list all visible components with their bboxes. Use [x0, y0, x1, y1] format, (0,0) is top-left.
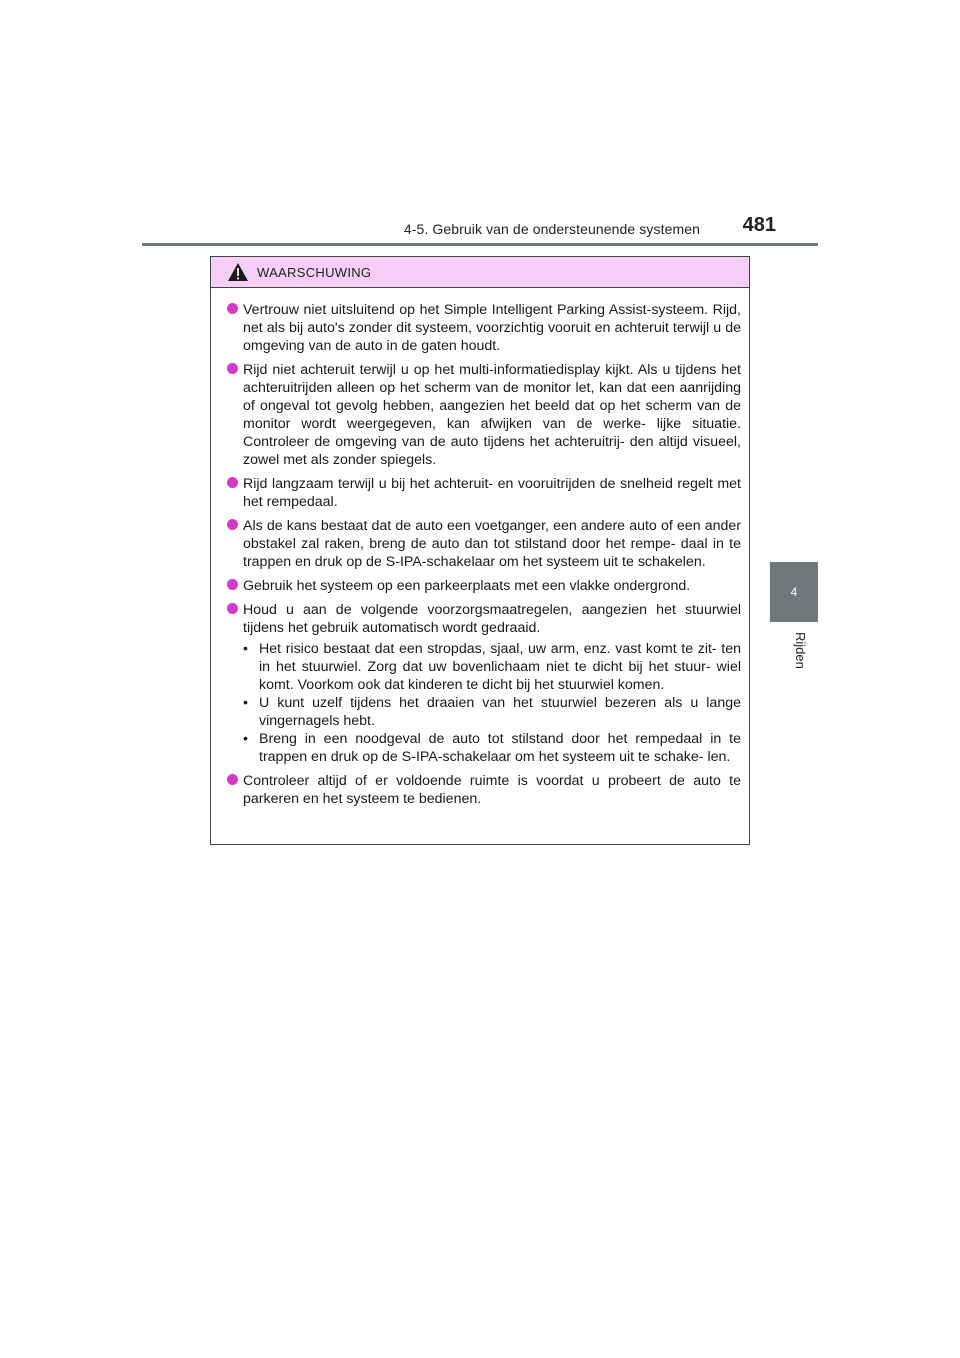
section-title: 4-5. Gebruik van de ondersteunende systemen: [403, 221, 700, 237]
sub-item: [243, 694, 741, 730]
page-number: 481: [742, 214, 776, 236]
warning-item: [227, 772, 741, 808]
warning-item-text: Gebruik het systeem op een parkeerplaats met een vlakke ondergrond.: [243, 578, 691, 594]
sub-item-text: U kunt uzelf tijdens het draaien van het stuurwiel bezeren als u lange vingernagels hebt.: [259, 695, 741, 729]
warning-header: [211, 257, 749, 288]
bullet-icon: [227, 303, 238, 314]
warning-item: [227, 475, 741, 511]
sub-item: [243, 730, 741, 766]
bullet-icon: [227, 363, 238, 374]
header-rule: [142, 243, 818, 246]
sub-list: [243, 640, 741, 766]
warning-item-text: Vertrouw niet uitsluitend op het Simple Intelligent Parking Assist-systeem. Rijd, net als bij auto's zonder dit systeem, voorzichtig vooruit en achteruit terwijl u de omgeving van de auto in de gaten houdt.: [243, 302, 741, 354]
warning-box: [210, 256, 750, 845]
bullet-icon: [227, 579, 238, 590]
sub-bullet-icon: •: [243, 641, 248, 657]
chapter-number: 4: [790, 585, 798, 599]
sub-item: [243, 640, 741, 694]
warning-title: WAARSCHUWING: [257, 264, 372, 280]
warning-item-text: Houd u aan de volgende voorzorgsmaatregelen, aangezien het stuurwiel tijdens het gebruik automatisch wordt gedraaid.: [243, 602, 741, 636]
sub-bullet-icon: •: [243, 695, 248, 711]
bullet-icon: [227, 477, 238, 488]
bullet-icon: [227, 519, 238, 530]
warning-body: [211, 288, 749, 808]
chapter-label: Rijden: [793, 632, 808, 669]
warning-item-text: Als de kans bestaat dat de auto een voetganger, een andere auto of een ander obstakel zal raken, breng de auto dan tot stilstand door het rempe- daal in te trappen en druk op de S-IPA-schakelaar om het systeem uit te schakelen.: [243, 518, 741, 570]
sub-item-text: Breng in een noodgeval de auto tot stilstand door het rempedaal in te trappen en druk op de S-IPA-schakelaar om het systeem uit te schake- len.: [259, 731, 741, 765]
warning-item: [227, 361, 741, 469]
sub-item-text: Het risico bestaat dat een stropdas, sjaal, uw arm, enz. vast komt te zit- ten in het stuurwiel. Zorg dat uw bovenlichaam niet te dicht bij het stuur- wiel komt. Voorkom ook dat kinderen te dicht bij het stuurwiel komen.: [259, 641, 741, 693]
warning-item-text: Rijd langzaam terwijl u bij het achteruit- en vooruitrijden de snelheid regelt met het rempedaal.: [243, 476, 741, 510]
warning-item: [227, 517, 741, 571]
warning-item: [227, 577, 741, 595]
warning-item-text: Rijd niet achteruit terwijl u op het multi-informatiedisplay kijkt. Als u tijdens het achteruitrijden alleen op het scherm van de monitor let, kan dat een aanrijding of ongeval tot gevolg hebben, aangezien het beeld dat op het scherm van de monitor wordt weergegeven, kan afwijken van de werke- lijke situatie. Controleer de omgeving van de auto tijdens het achteruitrij- den altijd visueel, zowel met als zonder spiegels.: [243, 362, 741, 468]
warning-item-text: Controleer altijd of er voldoende ruimte is voordat u probeert de auto te parkeren en het systeem te bedienen.: [243, 773, 741, 807]
warning-item: [227, 601, 741, 766]
bullet-icon: [227, 603, 238, 614]
warning-triangle-icon: [227, 262, 249, 282]
warning-item: [227, 301, 741, 355]
sub-bullet-icon: •: [243, 731, 248, 747]
bullet-icon: [227, 774, 238, 785]
chapter-tab: [770, 562, 818, 622]
